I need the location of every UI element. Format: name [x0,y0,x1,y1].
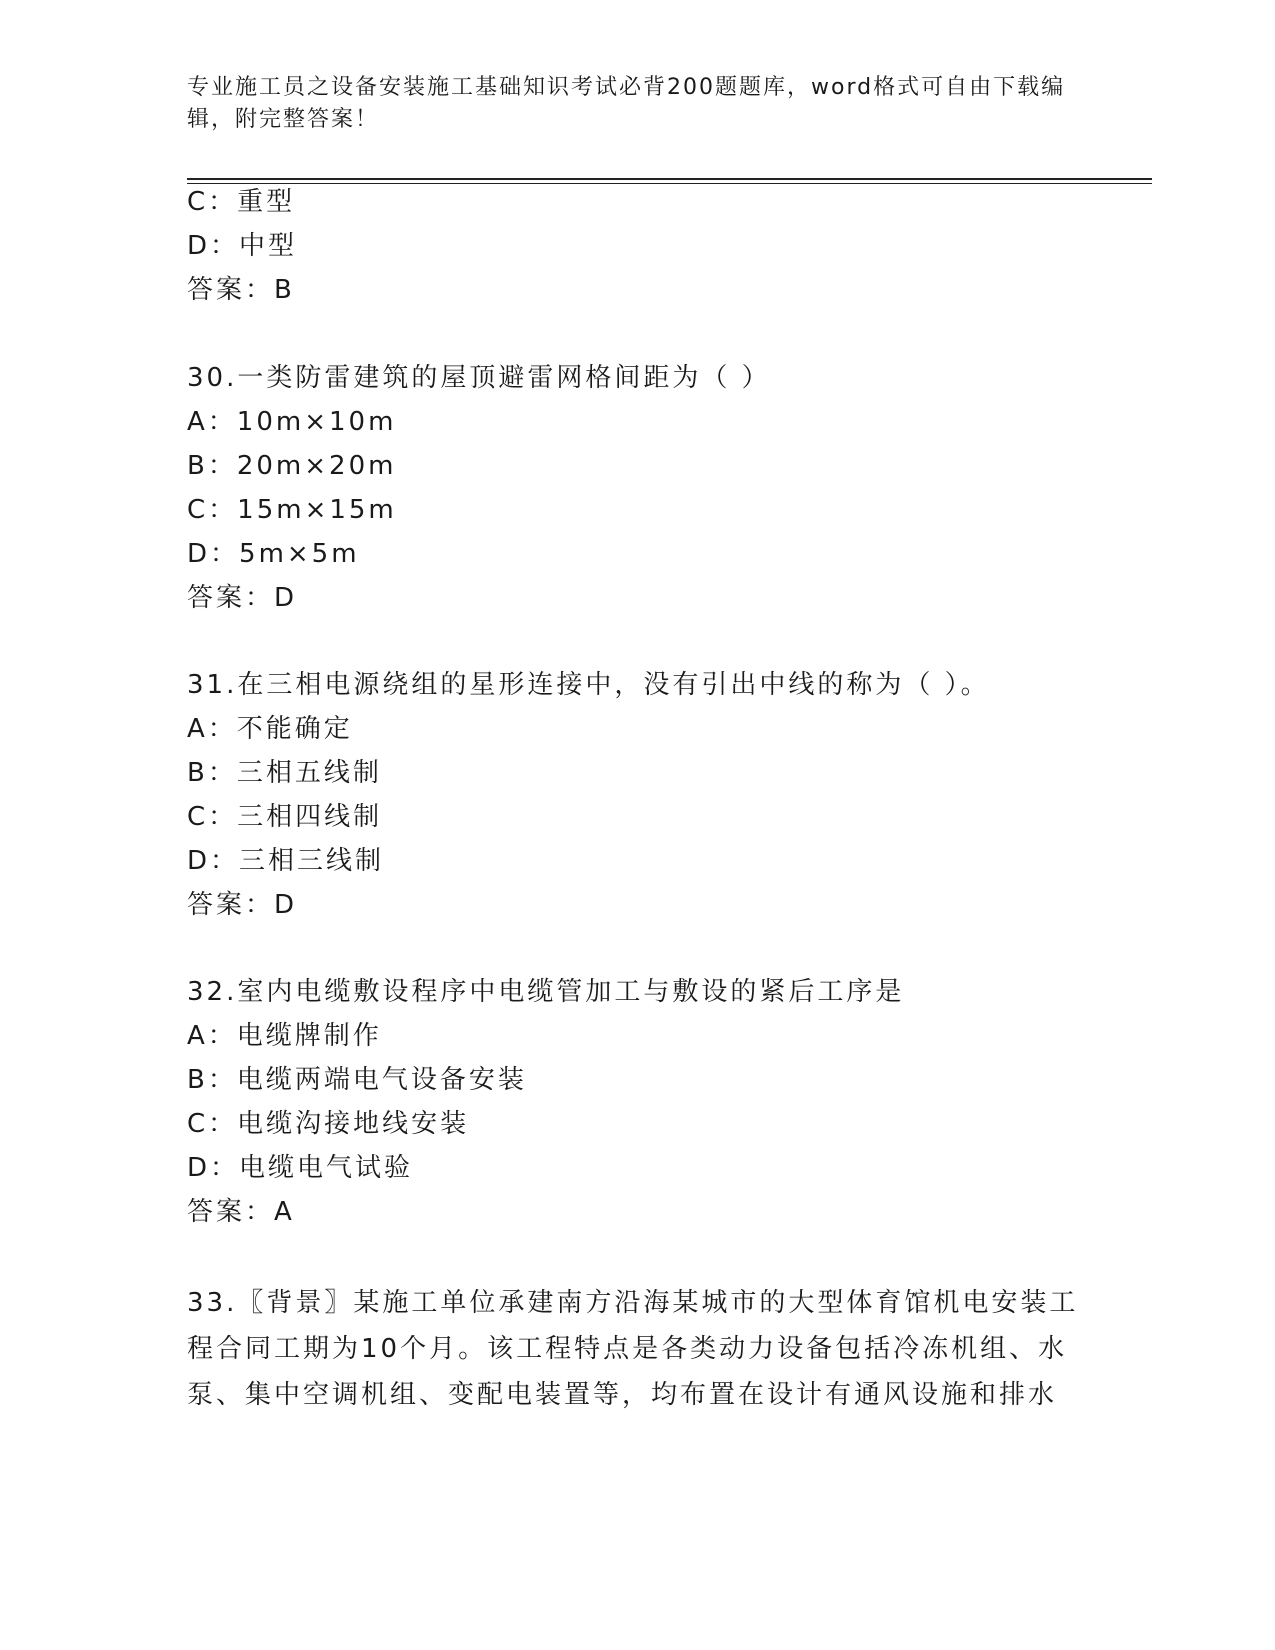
q29-answer: 答案：B [187,275,295,305]
q32-option-b: B：电缆两端电气设备安装 [187,1065,527,1095]
q32-option-d: D：电缆电气试验 [187,1153,414,1183]
q30-option-d: D：5m×5m [187,539,360,569]
q32-option-a: A：电缆牌制作 [187,1021,382,1051]
q31-answer: 答案：D [187,890,298,920]
q31-option-d: D：三相三线制 [187,846,385,876]
q32-answer: 答案：A [187,1197,295,1227]
q31-stem: 31.在三相电源绕组的星形连接中，没有引出中线的称为（ ）。 [187,670,990,700]
q32-stem: 32.室内电缆敷设程序中电缆管加工与敷设的紧后工序是 [187,977,905,1007]
q31-option-a: A：不能确定 [187,714,353,744]
q29-option-d: D：中型 [187,231,298,261]
q30-answer: 答案：D [187,583,298,613]
q31-option-c: C：三相四线制 [187,802,383,832]
q33-stem: 33.〖背景〗某施工单位承建南方沿海某城市的大型体育馆机电安装工程合同工期为10个月。该工程特点是各类动力设备包括冷冻机组、水泵、集中空调机组、变配电装置等，均布置在设计有通风设施和排水 [187,1288,1079,1410]
q32-option-c: C：电缆沟接地线安装 [187,1109,470,1139]
q30-option-c: C：15m×15m [187,495,397,525]
header-divider-thin [187,183,1152,184]
q30-option-b: B：20m×20m [187,451,397,481]
q31-option-b: B：三相五线制 [187,758,382,788]
header-divider-thick [187,178,1152,180]
q30-stem: 30.一类防雷建筑的屋顶避雷网格间距为（ ） [187,363,771,393]
q30-option-a: A：10m×10m [187,407,397,437]
q29-option-c: C：重型 [187,187,296,217]
document-header-title: 专业施工员之设备安装施工基础知识考试必背200题题库，word格式可自由下载编辑，附完整答案！ [187,75,1066,132]
